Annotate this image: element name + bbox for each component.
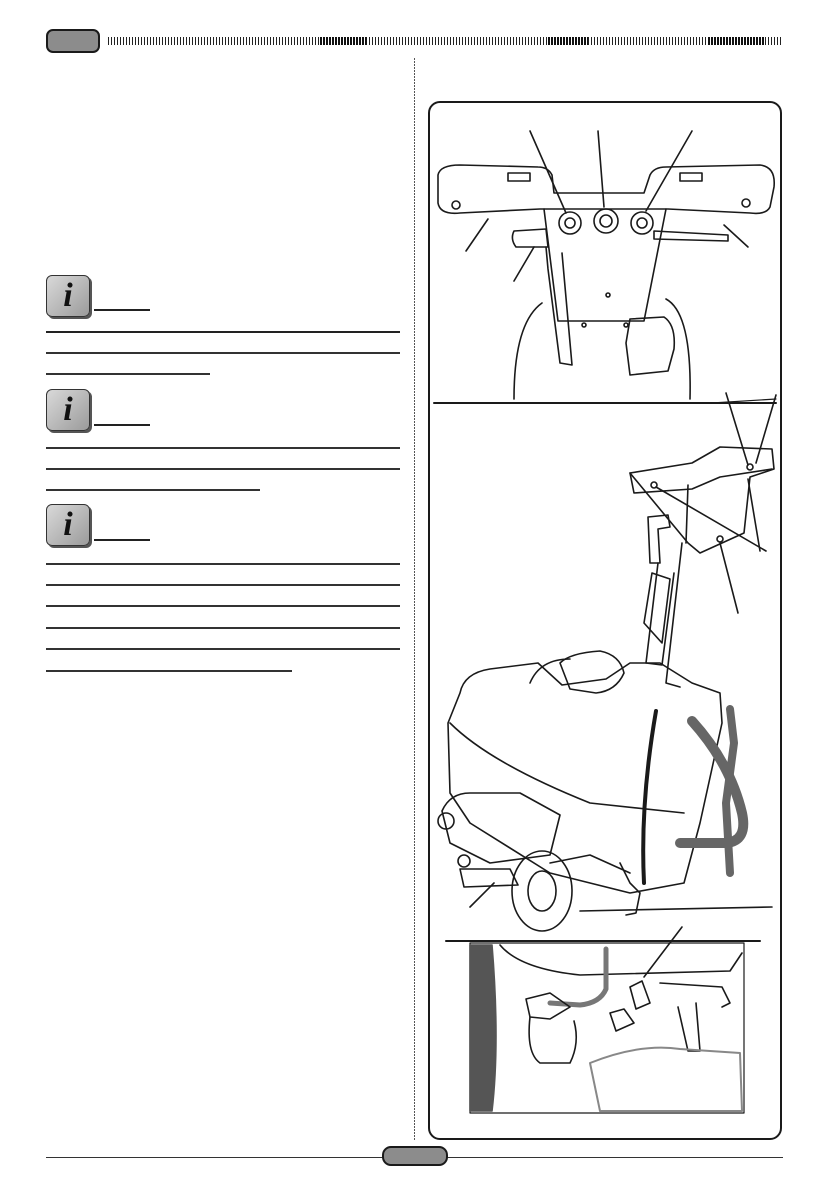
- note-top-rule: [46, 447, 400, 449]
- note-top-rule: [46, 331, 400, 333]
- language-tab: [46, 29, 100, 53]
- note-title-underline: [94, 424, 150, 426]
- info-icon: i: [46, 389, 90, 431]
- handlebar-detail: [438, 131, 774, 399]
- header-rule-dense-segment: [708, 37, 764, 45]
- drain-detail: [470, 927, 744, 1113]
- note-text-line: [46, 648, 400, 650]
- figure-frame: [428, 101, 782, 1140]
- header-dotted-rule: [108, 37, 782, 45]
- note-title-underline: [94, 539, 150, 541]
- note-text-line: [46, 584, 400, 586]
- header-rule-dense-segment: [548, 37, 588, 45]
- info-icon: i: [46, 275, 90, 317]
- note-text-line: [46, 468, 400, 470]
- column-divider: [414, 58, 415, 1140]
- scrubber-machine: [438, 393, 776, 931]
- page-number-tab: [382, 1146, 448, 1166]
- note-text-line: [46, 373, 210, 375]
- header-rule-dense-segment: [320, 37, 368, 45]
- note-text-line: [46, 605, 400, 607]
- note-text-line: [46, 489, 260, 491]
- machine-illustration: [430, 103, 780, 1138]
- note-title-underline: [94, 309, 150, 311]
- note-text-line: [46, 670, 292, 672]
- note-text-line: [46, 352, 400, 354]
- note-top-rule: [46, 563, 400, 565]
- info-icon: i: [46, 504, 90, 546]
- note-text-line: [46, 627, 400, 629]
